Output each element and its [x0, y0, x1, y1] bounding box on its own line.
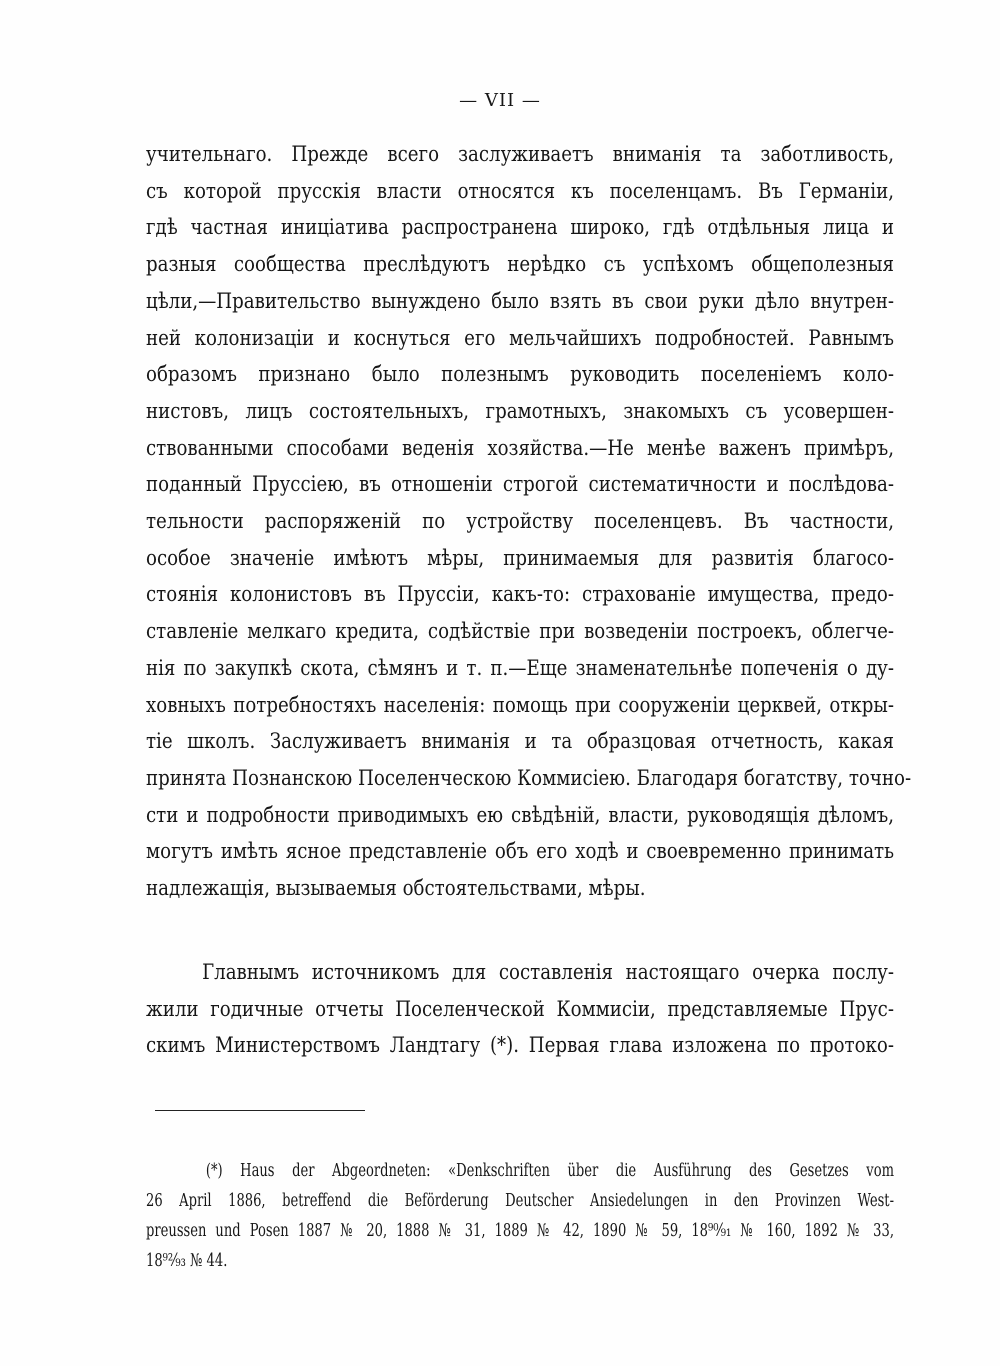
text-line: учительнаго. Прежде всего заслуживаетъ вниманія та заботливость, [146, 142, 894, 167]
paragraph-2 [146, 955, 894, 1065]
text-line: ставленіе мелкаго кредита, содѣйствіе при возведеніи построекъ, облегче- [146, 619, 894, 645]
text-line: разныя сообщества преслѣдуютъ нерѣдко съ успѣхомъ общеполезныя [146, 252, 894, 278]
footnote [146, 1156, 894, 1276]
text-line: нія по закупкѣ скота, сѣмянъ и т. п.—Еще знаменательнѣе попеченія о ду- [146, 655, 894, 681]
text-line: гдѣ частная иниціатива распространена широко, гдѣ отдѣльныя лица и [146, 215, 894, 241]
text-line: цѣли,—Правительство вынуждено было взять въ свои руки дѣло внутрен- [146, 288, 894, 314]
text-line: образомъ признано было полезнымъ руководить поселеніемъ коло- [146, 362, 894, 388]
text-line: ней колонизаціи и коснуться его мельчайшихъ подробностей. Равнымъ [146, 325, 894, 351]
text-line: тіе школъ. Заслуживаетъ вниманія и та образцовая отчетность, какая [146, 729, 894, 755]
text-line: скимъ Министерствомъ Ландтагу (*). Первая глава изложена по протоко- [146, 1033, 894, 1059]
text-line: поданный Пруссіею, въ отношеніи строгой систематичности и послѣдова- [146, 472, 894, 498]
text-line: особое значеніе имѣютъ мѣры, принимаемыя для развитія благосо- [146, 545, 894, 571]
text-line: надлежащія, вызываемыя обстоятельствами, мѣры. [146, 876, 646, 902]
footnote-line: 18⁹²⁄₉₃ № 44. [146, 1251, 228, 1271]
text-line: ховныхъ потребностяхъ населенія: помощь при сооруженіи церквей, откры- [146, 692, 894, 718]
text-line: Главнымъ источникомъ для составленія настоящаго очерка послу- [202, 960, 895, 985]
text-line: съ которой прусскія власти относятся къ поселенцамъ. Въ Германіи, [146, 178, 894, 204]
text-line: принята Познанскою Поселенческою Коммисіею. Благодаря богатству, точно- [146, 765, 912, 791]
paragraph-1 [146, 137, 912, 908]
text-line: стоянія колонистовъ въ Пруссіи, какъ-то: страхованіе имущества, предо- [146, 582, 894, 608]
text-line: жили годичные отчеты Поселенческой Коммисіи, представляемые Прус- [146, 996, 894, 1022]
text-line: сти и подробности приводимыхъ ею свѣдѣній, власти, руководящія дѣломъ, [146, 802, 894, 828]
text-line: тельности распоряженій по устройству поселенцевъ. Въ частности, [146, 509, 894, 535]
footnote-line: (*) Haus der Abgeordneten: «Denkschriften über die Ausführung des Gesetzes vom [205, 1161, 895, 1181]
text-line: могутъ имѣть ясное представленіе объ его ходѣ и своевременно принимать [146, 839, 894, 865]
text-line: ствованными способами веденія хозяйства.—Не менѣе важенъ примѣръ, [146, 435, 894, 461]
text-line: нистовъ, лицъ состоятельныхъ, грамотныхъ, знакомыхъ съ усовершен- [146, 398, 894, 424]
footnote-line: 26 April 1886, betreffend die Beförderung Deutscher Ansiedelungen in den Provinzen West- [146, 1191, 894, 1211]
footnote-divider [155, 1110, 365, 1111]
footnote-line: preussen und Posen 1887 № 20, 1888 № 31, 1889 № 42, 1890 № 59, 18⁹⁰⁄₉₁ № 160, 1892 № 33, [146, 1221, 894, 1241]
page-number: — VII — [459, 90, 541, 111]
